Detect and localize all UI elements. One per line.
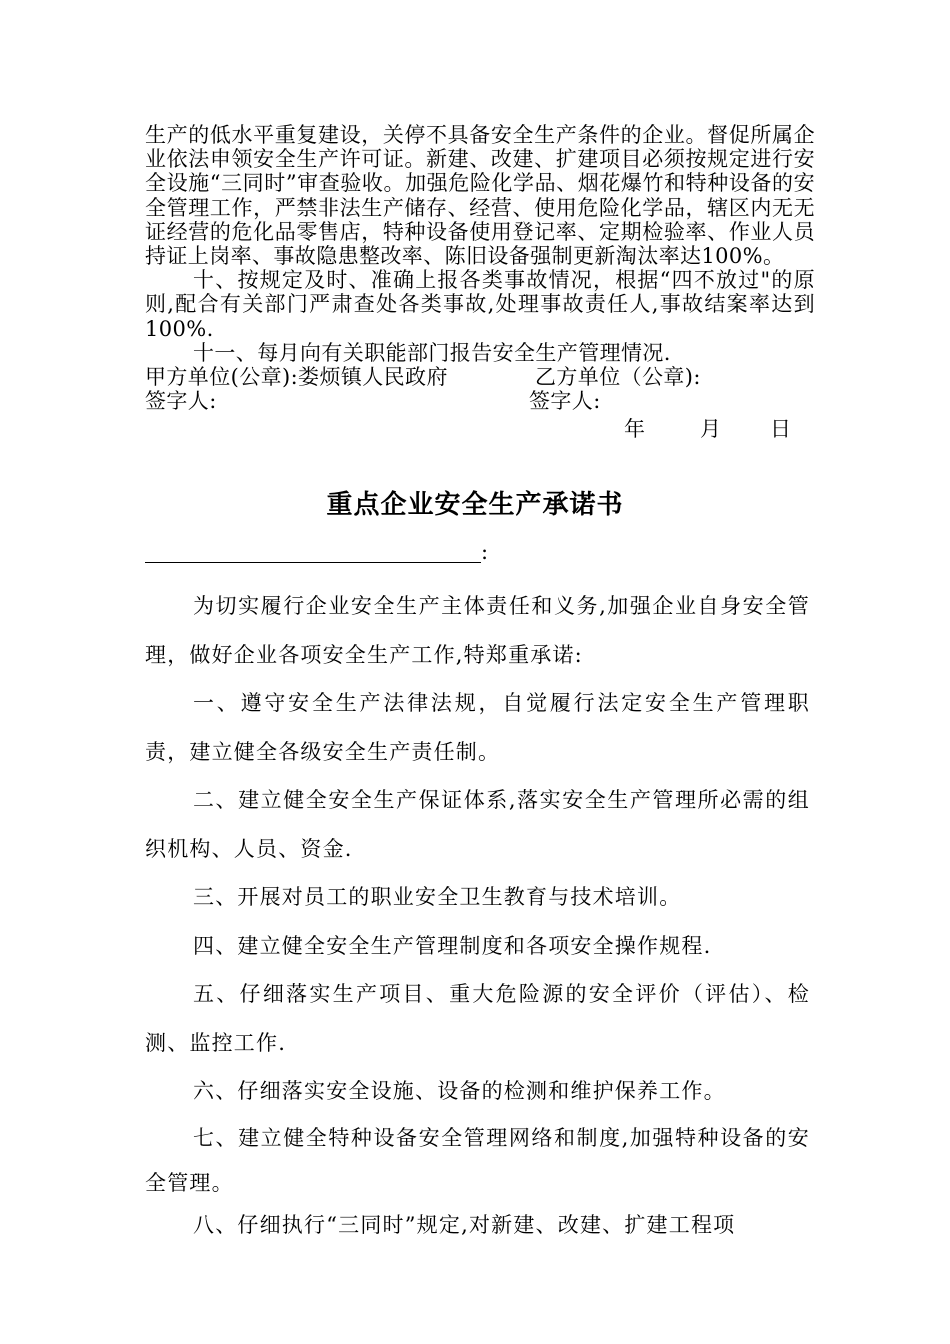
date-row	[145, 413, 815, 441]
intro-paragraph: 为切实履行企业安全生产主体责任和义务,加强企业自身安全管理，做好企业各项安全生产工作,特郑重承诺:	[145, 594, 810, 667]
page-title: 重点企业安全生产承诺书	[326, 490, 624, 520]
commitment-item-8: 八、仔细执行“三同时”规定,对新建、改建、扩建工程项	[193, 1212, 736, 1237]
commitment-body	[145, 582, 810, 1244]
commitment-item-2: 二、建立健全安全生产保证体系,落实安全生产管理所必需的组织机构、人员、资金.	[145, 788, 810, 861]
commitment-item-1: 一、遵守安全生产法律法规，自觉履行法定安全生产管理职责，建立健全各级安全生产责任制。	[145, 691, 810, 764]
commitment-item-7: 七、建立健全特种设备安全管理网络和制度,加强特种设备的安全管理。	[145, 1125, 810, 1195]
commitment-item-5: 五、仔细落实生产项目、重大危险源的安全评价（评估）、检测、监控工作.	[145, 982, 810, 1055]
signer-a-label: 签字人:	[145, 389, 217, 414]
commitment-item-4: 四、建立健全安全生产管理制度和各项安全操作规程.	[193, 933, 712, 958]
addressee-blank-line	[145, 538, 481, 563]
addressee-colon: :	[481, 540, 489, 564]
clause-eleven: 十一、每月向有关职能部门报告安全生产管理情况.	[193, 340, 671, 365]
agreement-tail-section	[145, 123, 815, 441]
party-a-label: 甲方单位(公章):娄烦镇人民政府	[145, 365, 448, 390]
date-year: 年	[624, 417, 646, 442]
party-b-label: 乙方单位（公章):	[535, 365, 701, 390]
signer-b-label: 签字人:	[529, 389, 601, 414]
paragraph-continued: 生产的低水平重复建设，关停不具备安全生产条件的企业。督促所属企业依法申领安全生产许可证。新建、改建、扩建项目必须按规定进行安全设施“三同时”审查验收。加强危险化学品、烟花爆竹和特种设备的安全管理工作，严禁非法生产储存、经营、使用危险化学品，辖区内无无证经营的危化品零售店，特种设备使用登记率、定期检验率、作业人员持证上岗率、事故隐患整改率、陈旧设备强制更新淘汰率达100%。	[145, 123, 815, 269]
commitment-item-3: 三、开展对员工的职业安全卫生教育与技术培训。	[193, 885, 682, 909]
clause-ten: 十、按规定及时、准确上报各类事故情况，根据“四不放过"的原则,配合有关部门严肃查处各类事故,处理事故责任人,事故结案率达到100%.	[145, 268, 815, 341]
date-day: 日	[770, 417, 792, 442]
party-row	[145, 365, 815, 389]
date-month: 月	[700, 417, 722, 442]
signer-row	[145, 389, 815, 413]
commitment-item-6: 六、仔细落实安全设施、设备的检测和维护保养工作。	[193, 1079, 726, 1103]
